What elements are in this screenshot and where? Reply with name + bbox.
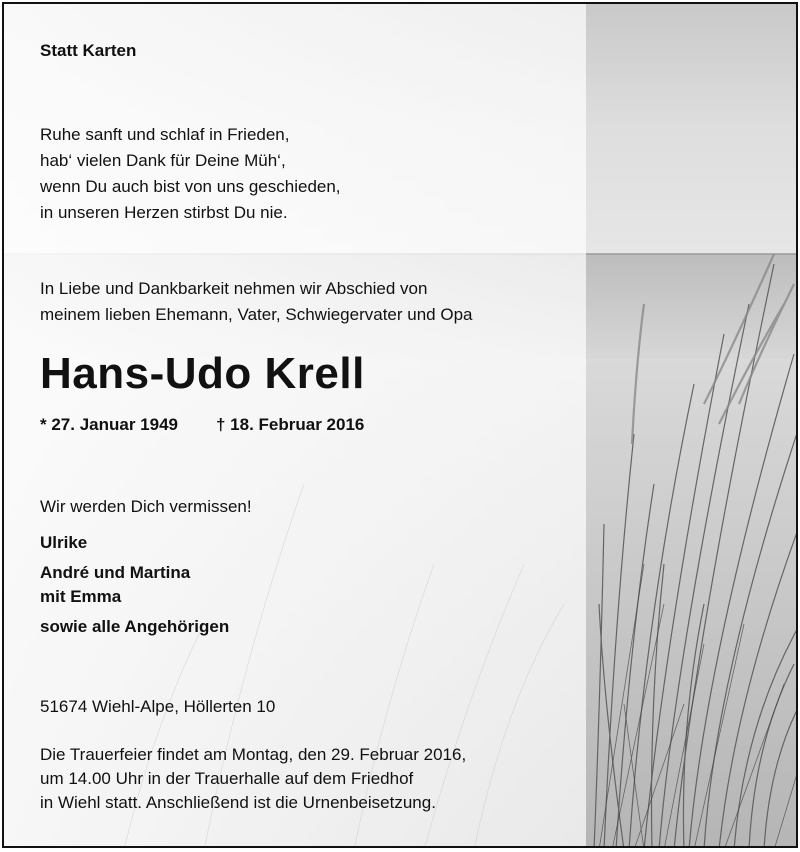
mourner-name: Ulrike	[40, 533, 88, 552]
statt-karten-label: Statt Karten	[40, 41, 137, 60]
poem-line-3: wenn Du auch bist von uns geschieden,	[40, 177, 341, 196]
poem-line-2: hab‘ vielen Dank für Deine Müh‘,	[40, 151, 286, 170]
intro-line-2: meinem lieben Ehemann, Vater, Schwiegervater und Opa	[40, 305, 473, 324]
obituary-notice	[2, 2, 798, 848]
ceremony-line-1: Die Trauerfeier findet am Montag, den 29. Februar 2016,	[40, 745, 467, 764]
death-date: † 18. Februar 2016	[216, 415, 365, 434]
ceremony-line-2: um 14.00 Uhr in der Trauerhalle auf dem Friedhof	[40, 769, 414, 788]
address: 51674 Wiehl-Alpe, Höllerten 10	[40, 697, 276, 716]
birth-date: * 27. Januar 1949	[40, 415, 178, 434]
poem-line-1: Ruhe sanft und schlaf in Frieden,	[40, 125, 290, 144]
mourner-name: sowie alle Angehörigen	[40, 617, 230, 636]
mourner-name: André und Martina	[40, 563, 191, 582]
notice-text	[4, 4, 798, 848]
intro-line-1: In Liebe und Dankbarkeit nehmen wir Abschied von	[40, 279, 428, 298]
ceremony-line-3: in Wiehl statt. Anschließend ist die Urnenbeisetzung.	[40, 793, 436, 812]
miss-line: Wir werden Dich vermissen!	[40, 497, 252, 516]
deceased-name: Hans-Udo Krell	[40, 349, 365, 398]
poem-line-4: in unseren Herzen stirbst Du nie.	[40, 203, 288, 222]
mourner-name: mit Emma	[40, 587, 122, 606]
